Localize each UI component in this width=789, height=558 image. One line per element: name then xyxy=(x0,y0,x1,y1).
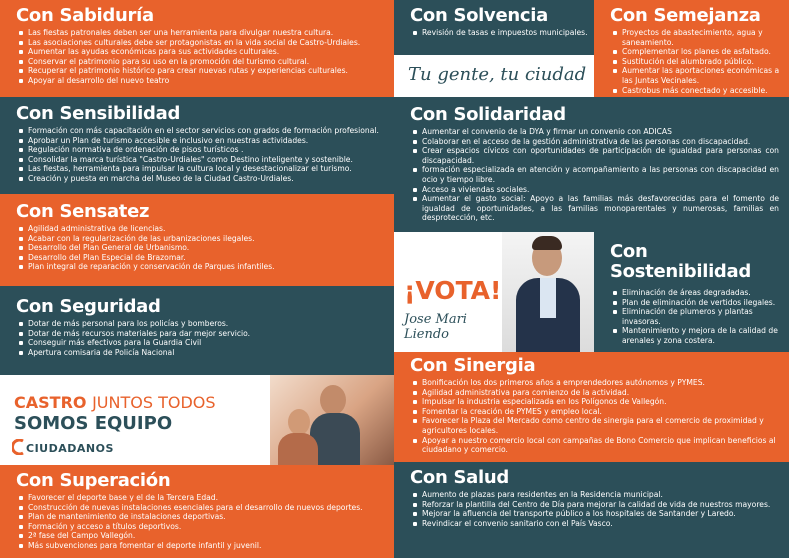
list-item: Las fiestas patronales deben ser una herramienta para divulgar nuestra cultura. xyxy=(28,28,384,38)
list-item: Agilidad administrativa de licencias. xyxy=(28,224,384,234)
section-title: Con Semejanza xyxy=(610,5,761,26)
list-item: Recuperar el patrimonio histórico para crear nuevas rutas y experiencias culturales. xyxy=(28,66,384,76)
couple-photo xyxy=(270,375,394,465)
section-title: Con Sinergia xyxy=(410,355,536,376)
panel-seguridad xyxy=(0,286,394,375)
slogan-line2: SOMOS EQUIPO xyxy=(14,413,173,434)
section-title: Con Solvencia xyxy=(410,5,548,26)
party-name: CIUDADANOS xyxy=(26,442,114,455)
list-item: Apertura comisaria de Policía Nacional xyxy=(28,348,384,358)
panel-sinergia xyxy=(394,352,789,462)
section-title: Con Sensatez xyxy=(16,201,150,222)
section-title: Con Sabiduría xyxy=(16,5,154,26)
panel-slogan xyxy=(394,55,594,97)
list-item: Apoyar al desarrollo del nuevo teatro xyxy=(28,76,384,86)
list-item: 2ª fase del Campo Vallegón. xyxy=(28,531,384,541)
list-item: Complementar los planes de asfaltado. xyxy=(622,47,783,57)
list-item: Aumentar el gasto social: Apoyo a las familias más desfavorecidas para el fomento de igualdad de oportunidades, a las familias monoparentales y numerosas, familias en desprotección, etc. xyxy=(422,194,779,223)
item-list xyxy=(610,288,783,346)
party-logo-icon xyxy=(12,439,26,455)
item-list xyxy=(410,378,779,455)
list-item: Construcción de nuevas instalaciones esenciales para el desarrollo de nuevos deportes. xyxy=(28,503,384,513)
list-item: Fomentar la creación de PYMES y empleo local. xyxy=(422,407,779,417)
list-item: Colaborar en el acceso de la gestión administrativa de las personas con discapacidad. xyxy=(422,137,779,147)
list-item: Plan de eliminación de vertidos ilegales. xyxy=(622,298,783,308)
list-item: Formación con más capacitación en el sector servicios con grados de formación profesional. xyxy=(28,126,384,136)
list-item: Impulsar la industria especializada en los Polígonos de Vallegón. xyxy=(422,397,779,407)
item-list xyxy=(16,224,384,272)
slogan-line1 xyxy=(14,393,216,412)
list-item: Las fiestas, herramienta para impulsar la cultura local y desestacionalizar el turismo. xyxy=(28,164,384,174)
slogan-text: Tu gente, tu ciudad xyxy=(408,64,587,85)
list-item: Conseguir más efectivos para la Guardia Civil xyxy=(28,338,384,348)
panel-solvencia xyxy=(394,0,594,55)
item-list xyxy=(410,490,779,528)
list-item: Mejorar la afluencia del transporte público a los hospitales de Santander y Laredo. xyxy=(422,509,779,519)
list-item: Acceso a viviendas sociales. xyxy=(422,185,779,195)
section-title: Con Sensibilidad xyxy=(16,103,181,124)
list-item: Eliminación de áreas degradadas. xyxy=(622,288,783,298)
panel-branding xyxy=(0,375,394,465)
item-list xyxy=(410,28,588,38)
list-item: Las asociaciones culturales debe ser protagonistas en la vida social de Castro-Urdiales. xyxy=(28,38,384,48)
list-item: Aumentar las ayudas económicas para sus actividades culturales. xyxy=(28,47,384,57)
list-item: Mantenimiento y mejora de la calidad de arenales y zona costera. xyxy=(622,326,783,345)
list-item: Favorecer la Plaza del Mercado como centro de sinergia para el comercio de proximidad y agricultores locales. xyxy=(422,416,779,435)
vota-headline: ¡VOTA! xyxy=(404,276,502,305)
list-item: Agilidad administrativa para comienzo de la actividad. xyxy=(422,388,779,398)
list-item: Aumentar el convenio de la DYA y firmar un convenio con ADICAS xyxy=(422,127,779,137)
item-list xyxy=(16,126,384,184)
panel-sabiduria xyxy=(0,0,394,97)
item-list xyxy=(16,319,384,357)
list-item: Conservar el patrimonio para su uso en la promoción del turismo cultural. xyxy=(28,57,384,67)
panel-sostenibilidad xyxy=(594,232,789,352)
list-item: Aumentar las aportaciones económicas a las Juntas Vecinales. xyxy=(622,66,783,85)
list-item: Proyectos de abastecimiento, agua y saneamiento. xyxy=(622,28,783,47)
item-list xyxy=(16,493,384,551)
list-item: Dotar de más personal para los policías y bomberos. xyxy=(28,319,384,329)
panel-semejanza xyxy=(594,0,789,102)
item-list xyxy=(16,28,384,86)
panel-vota xyxy=(394,232,594,352)
panel-superacion xyxy=(0,465,394,558)
section-title: Con Seguridad xyxy=(16,296,161,317)
list-item: formación especializada en atención y acompañamiento a las personas con discapacidad en ocio y tiempo libre. xyxy=(422,165,779,184)
section-title: Con Sostenibilidad xyxy=(610,241,751,282)
panel-sensatez xyxy=(0,194,394,286)
list-item: Plan integral de reparación y conservación de Parques infantiles. xyxy=(28,262,384,272)
list-item: Regulación normativa de ordenación de pisos turísticos . xyxy=(28,145,384,155)
list-item: Sustitución del alumbrado público. xyxy=(622,57,783,67)
list-item: Aprobar un Plan de turismo accesible e inclusivo en nuestras actividades. xyxy=(28,136,384,146)
list-item: Desarrollo del Plan Especial de Brazomar. xyxy=(28,253,384,263)
panel-solidaridad xyxy=(394,97,789,232)
panel-salud xyxy=(394,462,789,558)
candidate-first-name: Jose Mari xyxy=(404,312,467,327)
list-item: Revisión de tasas e impuestos municipales. xyxy=(422,28,588,37)
list-item: Bonificación los dos primeros años a emprendedores autónomos y PYMES. xyxy=(422,378,779,388)
slogan-thin: JUNTOS TODOS xyxy=(92,393,216,412)
candidate-photo xyxy=(502,232,594,352)
item-list xyxy=(410,127,779,223)
list-item: Consolidar la marca turística "Castro-Urdiales" como Destino inteligente y sostenible. xyxy=(28,155,384,165)
list-item: Revindicar el convenio sanitario con el País Vasco. xyxy=(422,519,779,529)
list-item: Apoyar a nuestro comercio local con campañas de Bono Comercio que implican beneficios al ciudadano y comercio. xyxy=(422,436,779,455)
list-item: Dotar de más recursos materiales para dar mejor servicio. xyxy=(28,329,384,339)
list-item: Acabar con la regularización de las urbanizaciones ilegales. xyxy=(28,234,384,244)
list-item: Más subvenciones para fomentar el deporte infantil y juvenil. xyxy=(28,541,384,551)
candidate-last-name: Liendo xyxy=(404,327,450,342)
section-title: Con Salud xyxy=(410,467,509,488)
list-item: Aumento de plazas para residentes en la Residencia municipal. xyxy=(422,490,779,500)
section-title: Con Solidaridad xyxy=(410,104,566,125)
list-item: Favorecer el deporte base y el de la Tercera Edad. xyxy=(28,493,384,503)
list-item: Castrobus más conectado y accesible. xyxy=(622,86,783,96)
candidate-signature xyxy=(404,312,467,342)
list-item: Crear espacios cívicos con oportunidades de participación de igualdad para personas con discapacidad. xyxy=(422,146,779,165)
item-list xyxy=(610,28,783,95)
list-item: Desarrollo del Plan General de Urbanismo. xyxy=(28,243,384,253)
list-item: Formación y acceso a títulos deportivos. xyxy=(28,522,384,532)
section-title: Con Superación xyxy=(16,470,171,491)
list-item: Plan de mantenimiento de instalaciones deportivas. xyxy=(28,512,384,522)
slogan-bold: CASTRO xyxy=(14,393,87,412)
list-item: Reforzar la plantilla del Centro de Día para mejorar la calidad de vida de nuestros mayores. xyxy=(422,500,779,510)
list-item: Eliminación de plumeros y plantas invasoras. xyxy=(622,307,783,326)
list-item: Creación y puesta en marcha del Museo de la Ciudad Castro-Urdiales. xyxy=(28,174,384,184)
panel-sensibilidad xyxy=(0,97,394,194)
